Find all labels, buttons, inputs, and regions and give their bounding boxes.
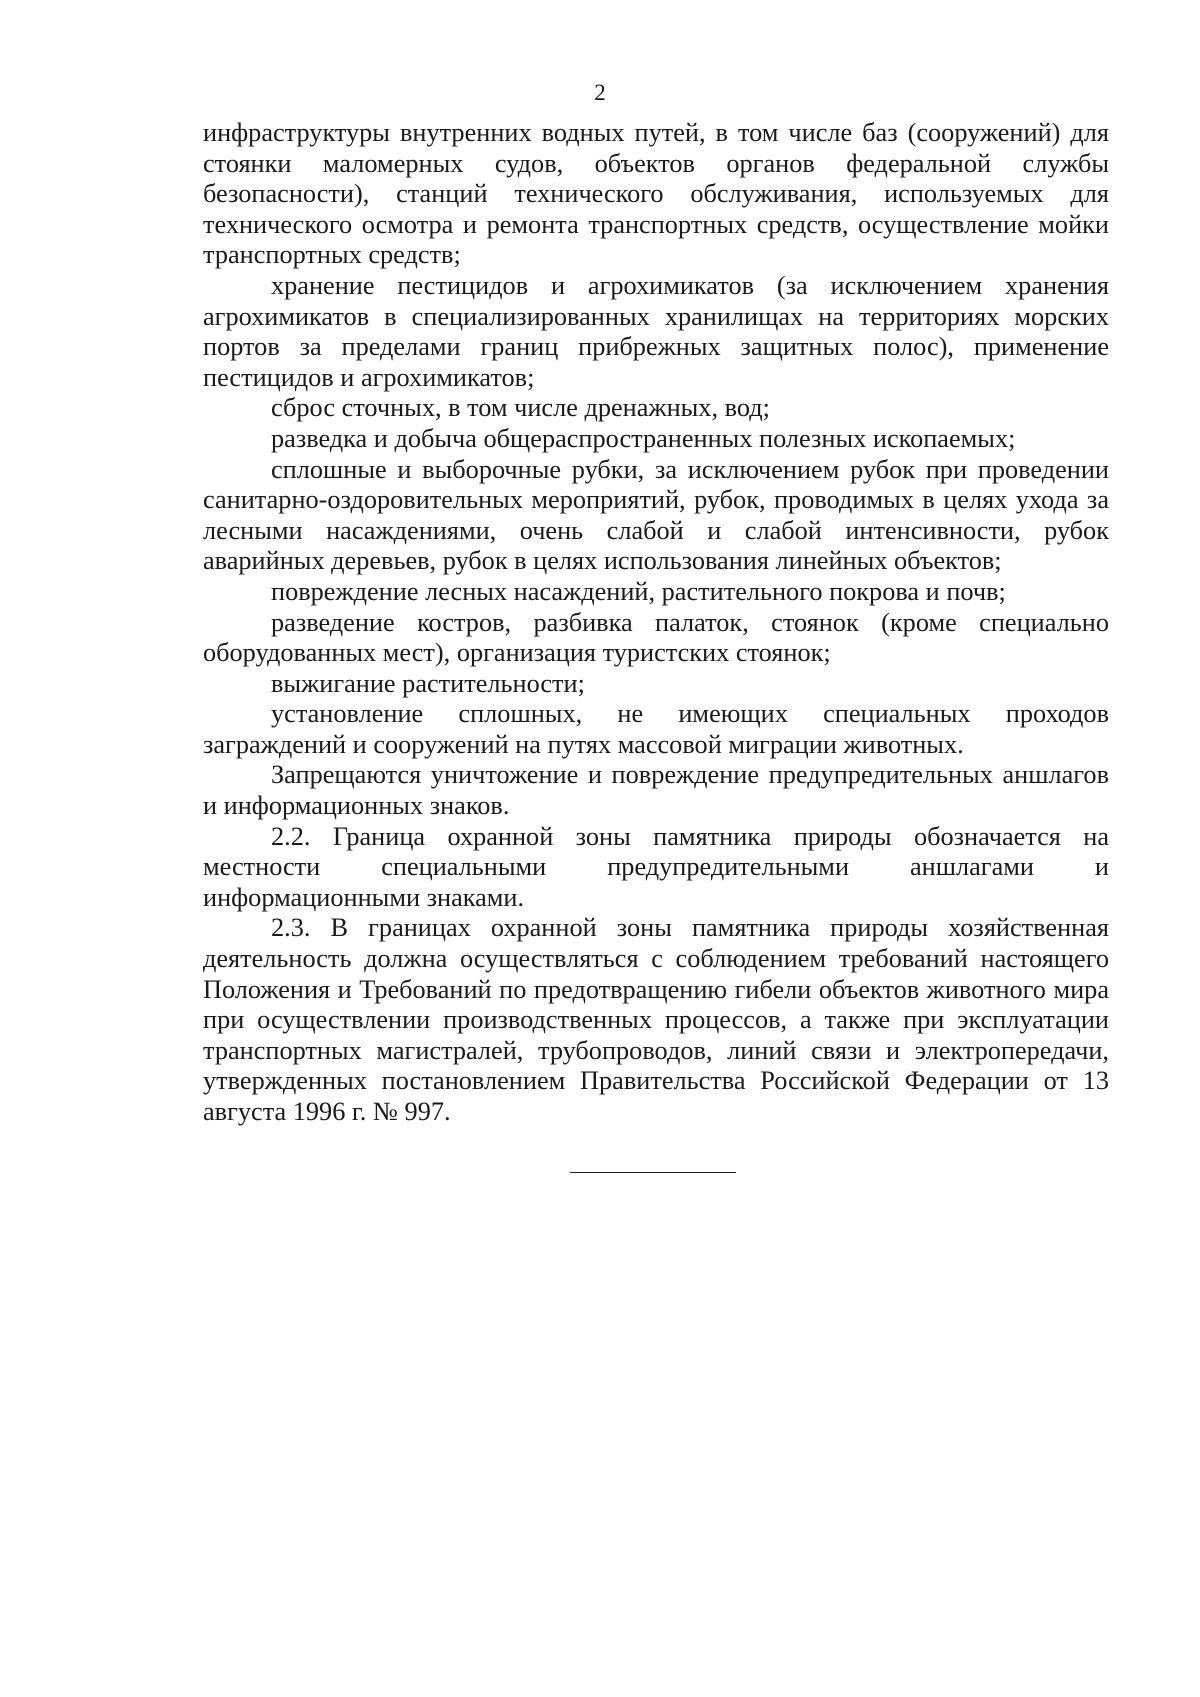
paragraph-campfires: разведение костров, разбивка палаток, стоянок (кроме специально оборудованных мест), организация туристских стоянок; bbox=[203, 607, 1109, 668]
paragraph-vegetation-damage: повреждение лесных насаждений, растительного покрова и почв; bbox=[271, 576, 1006, 606]
paragraph-wastewater-discharge: сброс сточных, в том числе дренажных, вод; bbox=[271, 393, 770, 423]
paragraph-signs-protection: Запрещаются уничтожение и повреждение предупредительных аншлагов и информационных знаков. bbox=[203, 760, 1109, 821]
document-body bbox=[203, 118, 1109, 1128]
paragraph-section-2-3: 2.3. В границах охранной зоны памятника природы хозяйственная деятельность должна осуществляться с соблюдением требований настоящего Положения и Требований по предотвращению гибели объектов животного мира при осуществлении производственных процессов, а также при эксплуатации транспортных магистралей, трубопроводов, линий связи и электропередачи, утвержденных постановлением Правительства Российской Федерации от 13 августа 1996 г. № 997. bbox=[203, 913, 1109, 1126]
paragraph-pesticides-storage: хранение пестицидов и агрохимикатов (за исключением хранения агрохимикатов в специализированных хранилищах на территориях морских портов за пределами границ прибрежных защитных полос), применение пестицидов и агрохимикатов; bbox=[203, 270, 1109, 392]
paragraph-fencing: установление сплошных, не имеющих специальных проходов заграждений и сооружений на путях массовой миграции животных. bbox=[203, 699, 1109, 759]
paragraph-logging: сплошные и выборочные рубки, за исключением рубок при проведении санитарно-оздоровительных мероприятий, рубок, проводимых в целях ухода за лесными насаждениями, очень слабой и слабой интенсивности, рубок аварийных деревьев, рубок в целях использования линейных объектов; bbox=[203, 454, 1109, 576]
paragraph-vegetation-burning: выжигание растительности; bbox=[271, 668, 585, 698]
paragraph-mineral-extraction: разведка и добыча общераспространенных полезных ископаемых; bbox=[271, 423, 1016, 453]
paragraph-continuation-infrastructure: инфраструктуры внутренних водных путей, в том числе баз (сооружений) для стоянки маломерных судов, объектов органов федеральной службы безопасности), станций технического обслуживания, используемых для технического осмотра и ремонта транспортных средств, осуществление мойки транспортных средств; bbox=[203, 118, 1109, 270]
end-of-document-rule bbox=[570, 1172, 736, 1173]
page-number: 2 bbox=[594, 80, 606, 105]
paragraph-section-2-2: 2.2. Граница охранной зоны памятника природы обозначается на местности специальными предупредительными аншлагами и информационными знаками. bbox=[203, 821, 1109, 912]
